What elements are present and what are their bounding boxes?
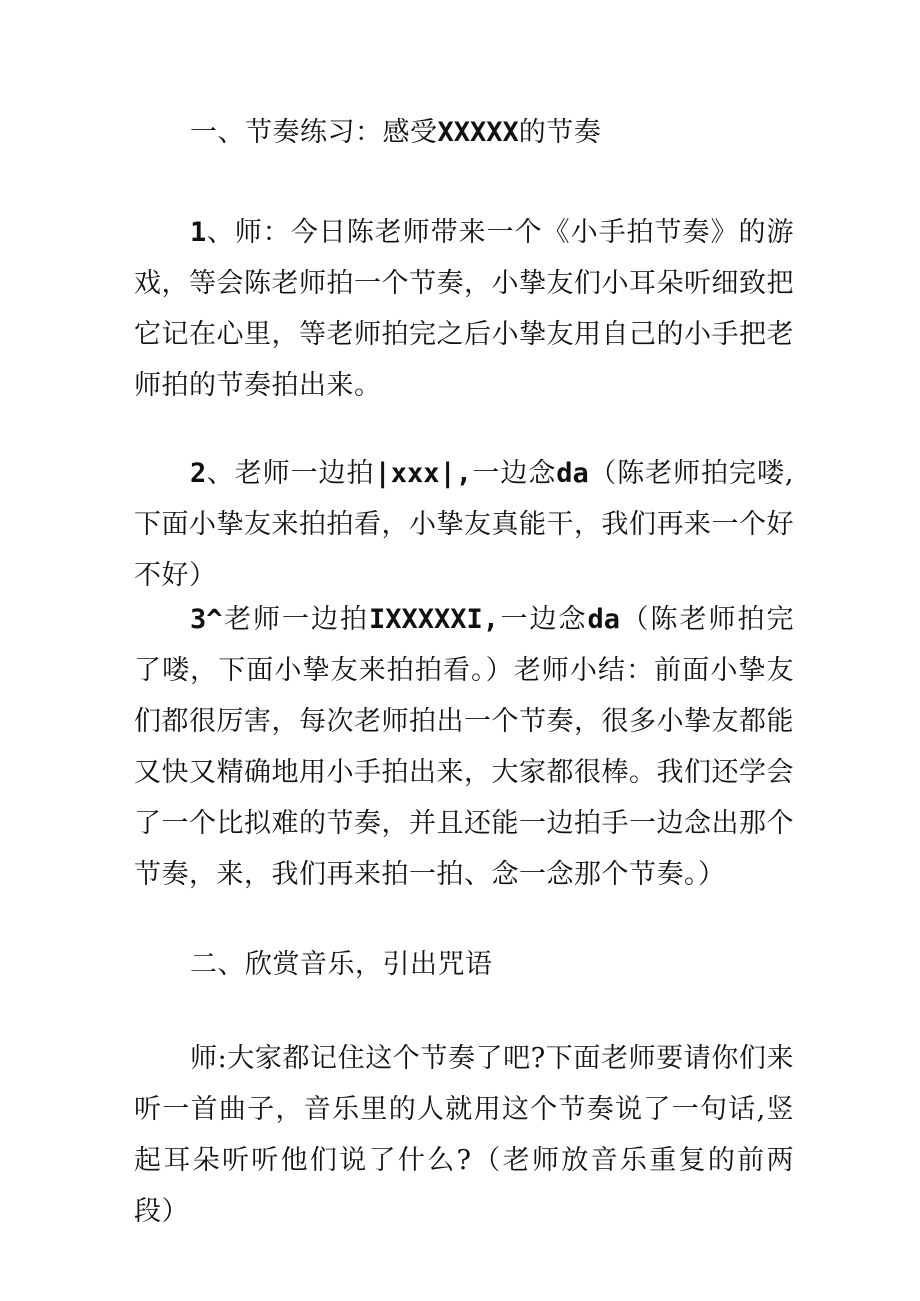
heading-text: 一、节奏练习：感受 [190,117,438,148]
step-number: 2 [190,458,207,489]
comma: , [455,458,472,489]
paragraph-text: （陈老师拍完了喽，下面小挚友来拍拍看。）老师小结：前面小挚友们都很厉害，每次老师拍出一个节奏，很多小挚友都能又快又精确地用小手拍出来，大家都很棒。我们还学会了一个比拟难的节奏，并且还能一边拍手一边念出那个节奏，来，我们再来拍一拍、念一念那个节奏。） [134,604,795,890]
rhythm-pattern: XXXXX [437,117,519,148]
paragraph-text: 老师一边拍 [222,604,369,635]
paragraph-step-3 [134,594,794,900]
paragraph-text: 、老师一边拍 [206,458,375,489]
paragraph-step-2 [134,448,794,601]
rhythm-pattern: |xxx| [374,458,456,489]
paragraph-teacher-intro: 师:大家都记住这个节奏了吧?下面老师要请你们来听一首曲子，音乐里的人就用这个节奏说了一句话,竖起耳朵听听他们说了什么?（老师放音乐重复的前两段） [134,1043,794,1227]
step-number: 1 [190,217,207,248]
paragraph-text: 一边念 [471,458,557,489]
syllable: da [587,604,621,635]
paragraph-step-1 [134,207,794,411]
section-heading-rhythm-practice [134,107,794,158]
rhythm-pattern: IXXXXXI, [369,604,500,635]
paragraph-text: 一边念 [499,604,588,635]
paragraph-text: 、师：今日陈老师带来一个《小手拍节奏》的游戏，等会陈老师拍一个节奏，小挚友们小耳朵听细致把它记在心里，等老师拍完之后小挚友用自己的小手把老师拍的节奏拍出来。 [134,217,794,401]
step-number: 3^ [190,604,223,635]
paragraph-text: （陈老师拍完喽,下面小挚友来拍拍看，小挚友真能干，我们再来一个好不好） [134,458,795,591]
heading-text-end: 的节奏 [518,117,602,148]
section-heading-music: 二、欣赏音乐，引出咒语 [190,949,493,980]
syllable: da [556,458,589,489]
